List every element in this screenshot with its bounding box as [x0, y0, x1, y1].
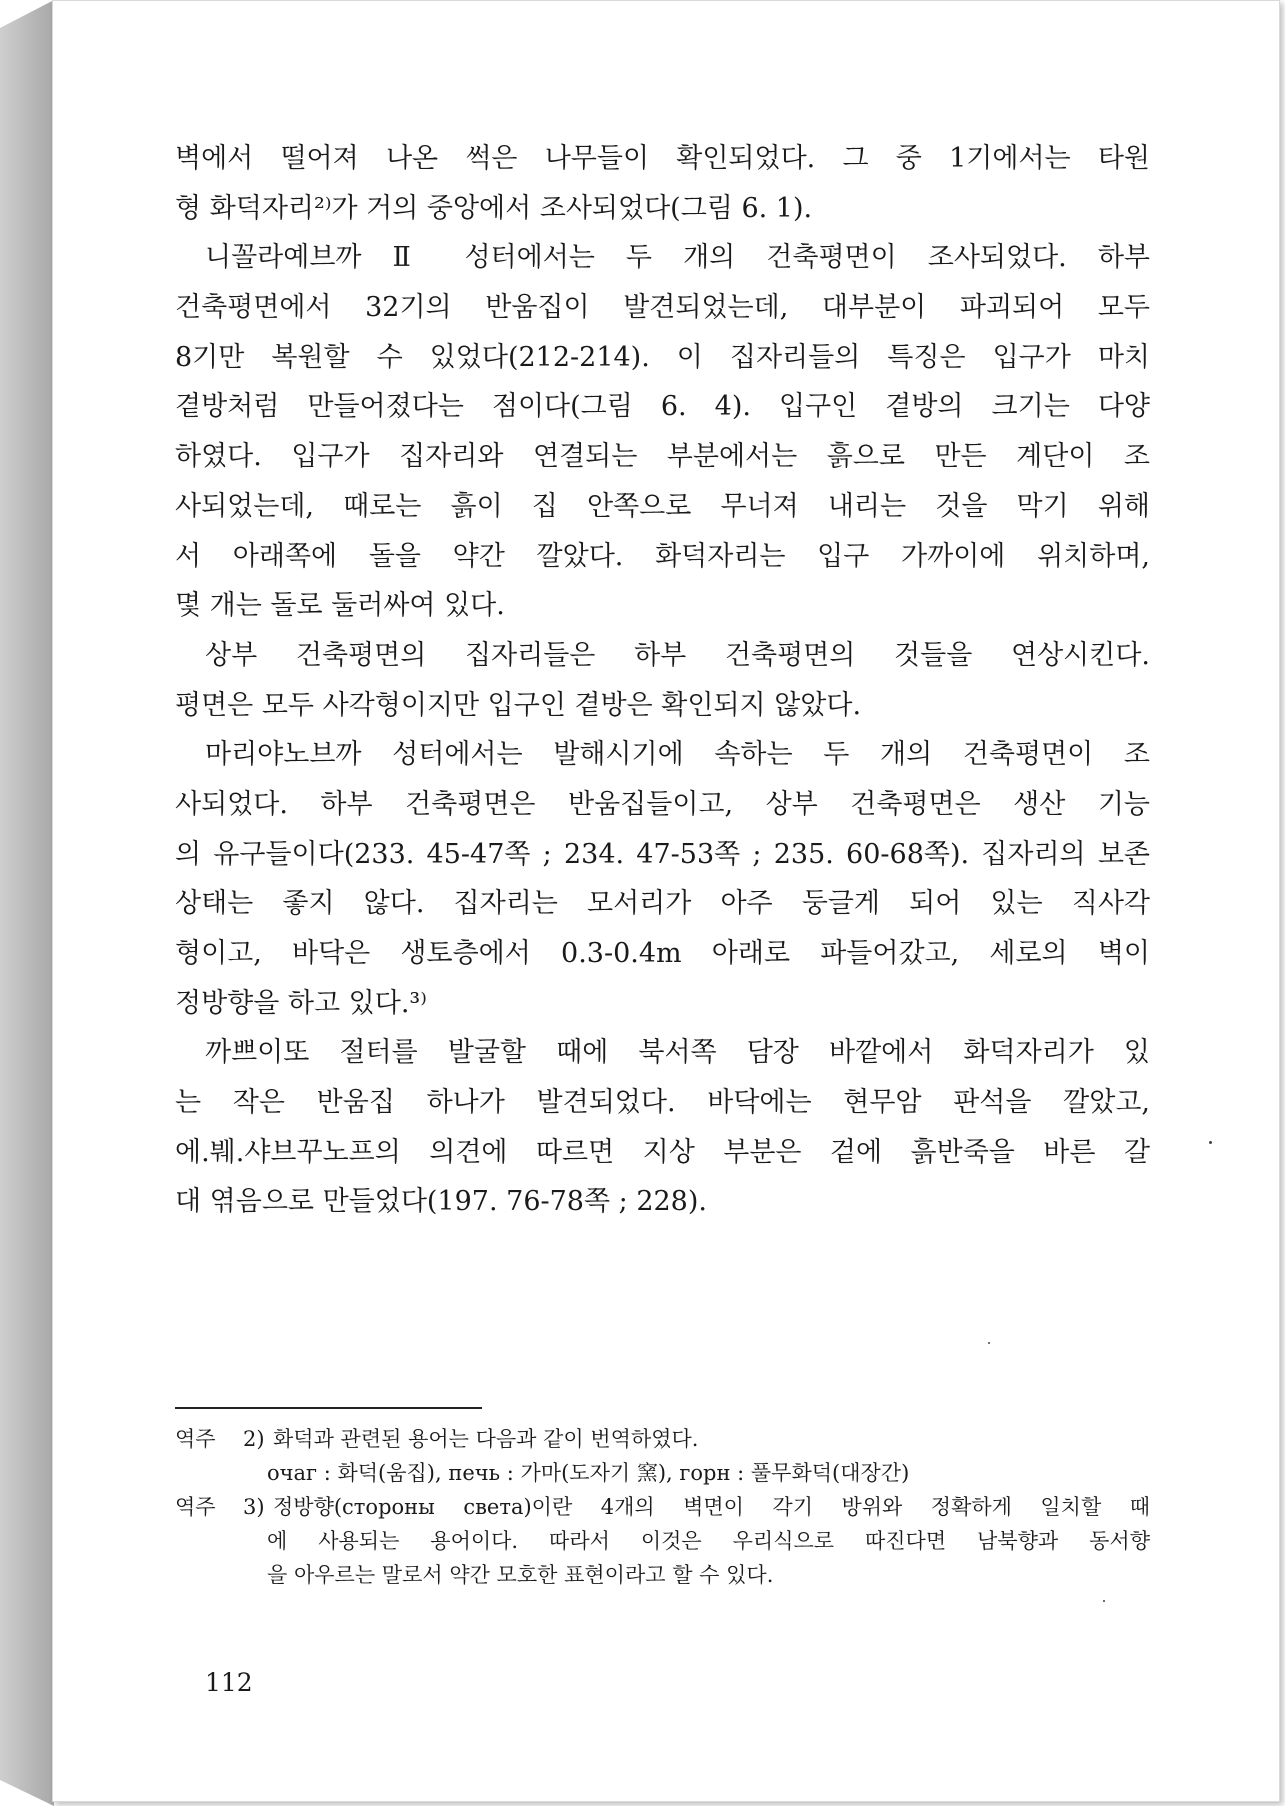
footnote-divider: [175, 1407, 482, 1409]
footnote-text: 에 사용되는 용어이다. 따라서 이것은 우리식으로 따진다면 남북향과 동서향: [267, 1529, 1150, 1553]
footnote-3-cont: [175, 1558, 1150, 1592]
footnote-tag: 역주: [175, 1495, 216, 1519]
body-line: 마리야노브까 성터에서는 발해시기에 속하는 두 개의 건축평면이 조: [205, 739, 1150, 771]
body-line: 평면은 모두 사각형이지만 입구인 곁방은 확인되지 않았다.: [175, 689, 862, 721]
footnote-number: 3): [243, 1495, 265, 1519]
print-speck: [1103, 1600, 1105, 1602]
footnotes: [175, 1422, 1150, 1592]
footnote-text: 정방향(стороны света)이란 4개의 벽면이 각기 방위와 정확하게 일치할 때: [273, 1495, 1150, 1519]
footnote-text: очаг : 화덕(움집), печь : 가마(도자기 窯), горн : 풀무화덕(대장간): [267, 1461, 910, 1485]
footnote-2: [175, 1422, 1150, 1456]
body-text: [175, 134, 1150, 1227]
footnote-tag: 역주: [175, 1427, 216, 1451]
body-line: 사되었다. 하부 건축평면은 반움집들이고, 상부 건축평면은 생산 기능: [175, 788, 1150, 820]
body-line: 는 작은 반움집 하나가 발견되었다. 바닥에는 현무암 판석을 깔았고,: [175, 1087, 1150, 1119]
body-line: 에.붸.샤브꾸노프의 의견에 따르면 지상 부분은 겉에 흙반죽을 바른 갈: [175, 1136, 1150, 1168]
body-line: 몇 개는 돌로 둘러싸여 있다.: [175, 590, 505, 622]
body-line: 곁방처럼 만들어졌다는 점이다(그림 6. 4). 입구인 곁방의 크기는 다양: [175, 391, 1150, 423]
body-line: 의 유구들이다(233. 45-47쪽 ; 234. 47-53쪽 ; 235. 60-68쪽). 집자리의 보존: [175, 838, 1150, 870]
body-line: 니꼴라예브까 Ⅱ 성터에서는 두 개의 건축평면이 조사되었다. 하부: [205, 242, 1150, 274]
body-line: 형이고, 바닥은 생토층에서 0.3-0.4m 아래로 파들어갔고, 세로의 벽이: [175, 938, 1150, 969]
body-line: 까쁘이또 절터를 발굴할 때에 북서쪽 담장 바깥에서 화덕자리가 있: [205, 1037, 1150, 1069]
footnote-2-terms: [175, 1456, 1150, 1490]
body-line: 하였다. 입구가 집자리와 연결되는 부분에서는 흙으로 만든 계단이 조: [175, 441, 1150, 473]
body-line: 8기만 복원할 수 있었다(212-214). 이 집자리들의 특징은 입구가 마치: [175, 341, 1150, 373]
book-spine: [0, 0, 54, 1806]
footnote-number: 2): [243, 1427, 265, 1451]
body-line: 대 엮음으로 만들었다(197. 76-78쪽 ; 228).: [175, 1186, 707, 1218]
print-speck: [1209, 1141, 1212, 1144]
body-line: 정방향을 하고 있다.³⁾: [175, 987, 427, 1019]
footnote-3: [175, 1490, 1150, 1524]
page-number: 112: [205, 1668, 253, 1697]
footnote-text: 을 아우르는 말로서 약간 모호한 표현이라고 할 수 있다.: [267, 1563, 774, 1587]
body-line: 상태는 좋지 않다. 집자리는 모서리가 아주 둥글게 되어 있는 직사각: [175, 888, 1150, 920]
body-line: 건축평면에서 32기의 반움집이 발견되었는데, 대부분이 파괴되어 모두: [175, 292, 1150, 324]
body-line: 형 화덕자리²⁾가 거의 중앙에서 조사되었다(그림 6. 1).: [175, 192, 813, 224]
body-line: 사되었는데, 때로는 흙이 집 안쪽으로 무너져 내리는 것을 막기 위해: [175, 490, 1150, 522]
body-line: 벽에서 떨어져 나온 썩은 나무들이 확인되었다. 그 중 1기에서는 타원: [175, 143, 1150, 174]
print-speck: [988, 1342, 990, 1344]
body-line: 서 아래쪽에 돌을 약간 깔았다. 화덕자리는 입구 가까이에 위치하며,: [175, 540, 1150, 572]
body-line: 상부 건축평면의 집자리들은 하부 건축평면의 것들을 연상시킨다.: [205, 639, 1150, 671]
footnote-text: 화덕과 관련된 용어는 다음과 같이 번역하였다.: [273, 1427, 699, 1451]
footnote-3-cont: [175, 1524, 1150, 1558]
